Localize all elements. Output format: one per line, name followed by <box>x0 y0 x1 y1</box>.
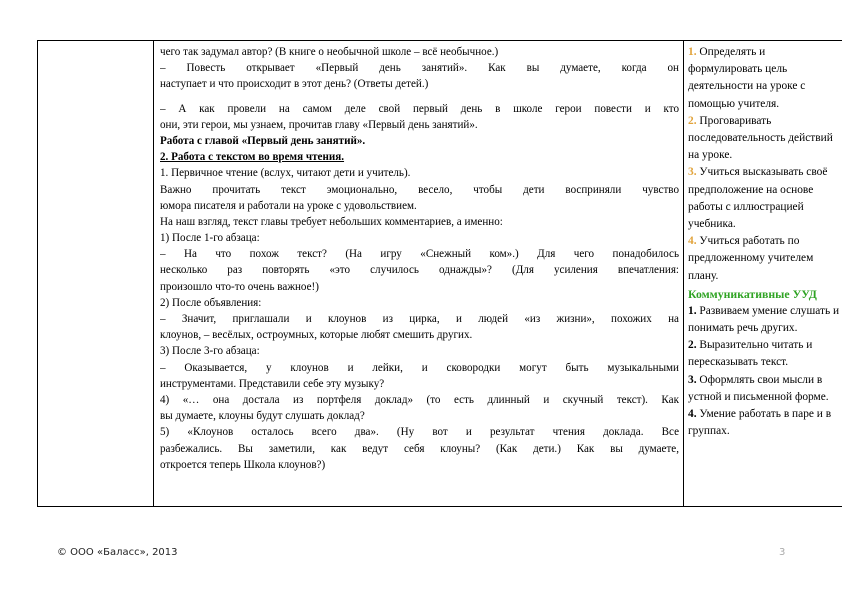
uud-item <box>688 337 842 371</box>
uud-item-number: 3. <box>688 373 697 386</box>
uud-item <box>688 372 842 406</box>
uud-item <box>688 113 842 165</box>
uud-item-text: Оформлять свои мысли в устной и письменной форме. <box>688 373 829 403</box>
text-line: 1. Первичное чтение (вслух, читают дети и учитель). <box>160 167 411 180</box>
text-line: Работа с главой «Первый день занятий». <box>160 134 366 147</box>
uud-item-text: Умение работать в паре и в группах. <box>688 408 832 438</box>
text-line: 2) После объявления: <box>160 296 262 309</box>
text-line: откроется теперь Школа клоунов?) <box>160 458 326 471</box>
page-number: 3 <box>779 547 786 558</box>
section-subheading: 2. Работа с текстом во время чтения. <box>160 151 345 164</box>
text-line: чего так задумал автор? (В книге о необычной школе – всё необычное.) <box>160 46 499 58</box>
text-line: – Оказывается, у клоунов и лейки, и сковородки могут быть музыкальными <box>160 361 679 374</box>
text-line: 1) После 1-го абзаца: <box>160 232 260 245</box>
text-line: инструментами. Представили себе эту музыку? <box>160 377 385 390</box>
text-line: клоунов, – весёлых, остроумных, которые любят смешить других. <box>160 329 473 342</box>
uud-item-number: 4. <box>688 408 697 421</box>
uud-item-text: Учиться высказывать своё предположение на основе работы с иллюстрацией учебника. <box>688 166 828 231</box>
uud-item-number: 4. <box>688 235 697 248</box>
text-line: На наш взгляд, текст главы требует небольших комментариев, а именно: <box>160 215 503 228</box>
regulatory-uud-list <box>688 44 842 285</box>
communicative-uud-heading: Коммуникативные УУД <box>688 286 817 301</box>
uud-item-text: Учиться работать по предложенному учителем плану. <box>688 235 814 282</box>
stage-column <box>38 41 154 506</box>
text-line <box>160 149 679 165</box>
uud-item-text: Развиваем умение слушать и понимать речь других. <box>688 304 840 335</box>
uud-item-text: Проговаривать последовательность действий на уроке. <box>688 114 833 162</box>
text-line: – На что похож текст? (На игру «Снежный ком».) Для чего понадобилось <box>160 248 679 261</box>
uud-item <box>688 44 842 113</box>
text-line: разбежались. Вы заметили, как ведут себя клоуны? (Как дети.) Как вы думаете, <box>160 442 679 455</box>
text-line <box>160 93 679 101</box>
text-line: несколько раз повторять «это случилось однажды»? (Для усиления впечатления: <box>160 264 679 277</box>
text-line: они, эти герои, мы узнаем, прочитав главу «Первый день занятий». <box>160 118 478 131</box>
text-line: вы думаете, клоуны будут слушать доклад? <box>160 410 365 423</box>
uud-item-text: Выразительно читать и пересказывать текст. <box>688 339 813 369</box>
uud-item-number: 1. <box>688 304 697 317</box>
text-line: наступает и что происходит в этот день? (Ответы детей.) <box>160 78 429 91</box>
text-line: 4) «… она достала из портфеля доклад» (то есть длинный и скучный текст). Как <box>160 393 679 406</box>
text-line: 3) После 3-го абзаца: <box>160 345 260 358</box>
uud-item-number: 2. <box>688 339 697 352</box>
communicative-uud-list <box>688 303 842 441</box>
text-line: произошло что-то очень важное!) <box>160 280 319 293</box>
uud-item <box>688 164 842 233</box>
uud-item <box>688 303 842 337</box>
uud-item-number: 1. <box>688 46 697 58</box>
lesson-content-column <box>154 41 684 506</box>
text-line: – А как провели на самом деле свой первый день в школе герои повести и кто <box>160 102 679 115</box>
uud-column <box>684 41 842 506</box>
footer-copyright: © ООО «Баласс», 2013 <box>57 547 178 558</box>
uud-item <box>688 233 842 285</box>
uud-item-number: 2. <box>688 114 697 127</box>
uud-item-number: 3. <box>688 166 697 179</box>
uud-item <box>688 406 842 440</box>
text-line: Важно прочитать текст эмоционально, весело, чтобы дети восприняли чувство <box>160 183 679 196</box>
uud-item-text: Определять и формулировать цель деятельности на уроке с помощью учителя. <box>688 46 806 110</box>
lesson-table <box>37 40 842 507</box>
text-line: – Значит, приглашали и клоунов из цирка, и людей «из жизни», похожих на <box>160 313 679 325</box>
text-line: – Повесть открывает «Первый день занятий». Как вы думаете, когда он <box>160 62 679 75</box>
text-line: 5) «Клоунов осталось всего два». (Ну вот и результат чтения доклада. Все <box>160 426 679 439</box>
text-line: юмора писателя и работали на уроке с удовольствием. <box>160 199 417 212</box>
